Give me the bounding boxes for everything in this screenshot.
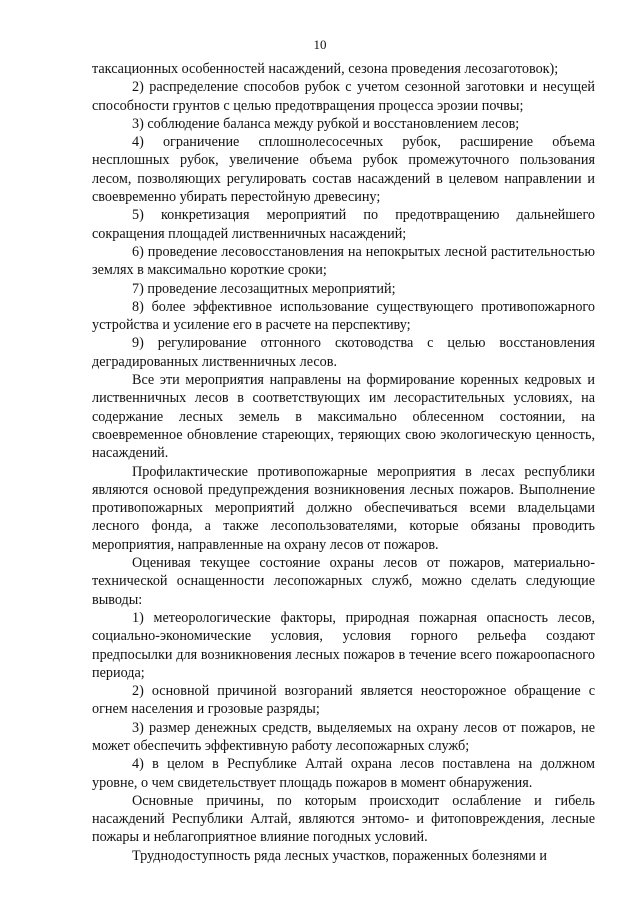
conclusion-item-3: 3) размер денежных средств, выделяемых на охрану лесов от пожаров, не может обеспечить эффективную работу лесопожарных служб; (92, 719, 595, 754)
conclusion-item-1: 1) метеорологические факторы, природная пожарная опасность лесов, социально-экономические условия, условия горного рельефа создают предпосылки для возникновения лесных пожаров в течение всего пожароопасного периода; (92, 609, 595, 681)
conclusion-item-4: 4) в целом в Республике Алтай охрана лесов поставлена на должном уровне, о чем свидетельствует площадь пожаров в момент обнаружения. (92, 756, 595, 791)
page-number: 10 (313, 37, 327, 52)
paragraph-measures-summary: Все эти мероприятия направлены на формирование коренных кедровых и лиственничных лесов в соответствующих им лесорастительных условиях, на содержание лесных земель в максимально облесенном состоянии, на своевременное обновление стареющих, теряющих свою экологическую ценность, насаждений. (92, 372, 595, 462)
list-item-4: 4) ограничение сплошнолесосечных рубок, расширение объема несплошных рубок, увеличение объема рубок промежуточного пользования лесом, позволяющих регулировать состав насаждений в целевом направлении и своевременно убирать перестойную древесину; (92, 134, 595, 206)
conclusion-item-2: 2) основной причиной возгораний является неосторожное обращение с огнем населения и грозовые разряды; (92, 683, 595, 718)
list-item-8: 8) более эффективное использование существующего противопожарного устройства и усиление его в расчете на перспективу; (92, 298, 595, 334)
body-text (92, 60, 595, 865)
paragraph-inaccessibility: Труднодоступность ряда лесных участков, пораженных болезнями и (132, 847, 547, 864)
list-item-3: 3) соблюдение баланса между рубкой и восстановлением лесов; (132, 115, 520, 132)
paragraph-main-causes: Основные причины, по которым происходит ослабление и гибель насаждений Республики Алтай, являются энтомо- и фитоповреждения, лесные пожары и неблагоприятное влияние погодных условий. (92, 792, 595, 846)
paragraph-fire-prevention: Профилактические противопожарные мероприятия в лесах республики являются основой предупреждения возникновения лесных пожаров. Выполнение противопожарных мероприятий должно обеспечиваться всеми владельцами лесного фонда, а также лесопользователями, которые обязаны проводить мероприятия, направленные на охрану лесов от пожаров. (92, 463, 595, 553)
list-item-5: 5) конкретизация мероприятий по предотвращению дальнейшего сокращения площадей лиственничных насаждений; (92, 207, 595, 242)
list-item-9: 9) регулирование отгонного скотоводства с целью восстановления деградированных лиственничных лесов. (92, 335, 595, 370)
list-item-7: 7) проведение лесозащитных мероприятий; (132, 280, 396, 297)
paragraph-continuation: таксационных особенностей насаждений, сезона проведения лесозаготовок); (92, 61, 559, 77)
list-item-6: 6) проведение лесовосстановления на непокрытых лесной растительностью землях в максимально короткие сроки; (92, 243, 595, 279)
paragraph-conclusions-intro: Оценивая текущее состояние охраны лесов от пожаров, материально-технической оснащенности лесопожарных служб, можно сделать следующие выводы: (92, 555, 595, 608)
list-item-2: 2) распределение способов рубок с учетом сезонной заготовки и несущей способности грунтов с целью предотвращения процесса эрозии почвы; (92, 79, 595, 114)
